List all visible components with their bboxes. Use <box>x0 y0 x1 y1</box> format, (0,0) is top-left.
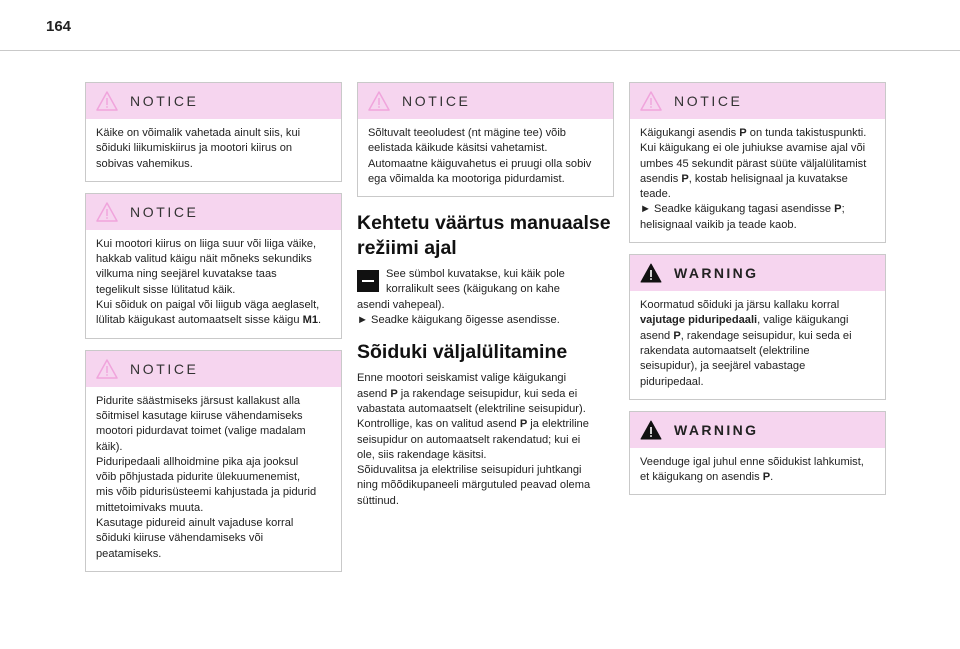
body-line: asendi vahepeal). <box>357 298 445 311</box>
body-line: Veenduge igal juhul enne sõidukist lahkumist, <box>640 455 864 468</box>
body-line: võib põhjustada pidurite ülekuumenemist, <box>96 471 301 484</box>
body-line: vilkuma ning seejärel kuvatakse taas <box>96 268 277 281</box>
warning-header <box>630 412 885 448</box>
body-line: ► Seadke käigukang tagasi asendisse P; <box>640 203 845 216</box>
body-line: umbes 45 sekundit pärast süüte väljalülitamist <box>640 157 867 170</box>
warning-title: WARNING <box>674 265 759 282</box>
body-line: peatamiseks. <box>96 547 162 560</box>
body-line: seisupidur), ja seejärel vabastage <box>640 360 806 373</box>
body-line: sobivas vahemikus. <box>96 157 193 170</box>
notice-title: NOTICE <box>402 93 471 109</box>
body-line: See sümbol kuvatakse, kui käik pole <box>386 268 565 281</box>
warning-triangle-filled-icon <box>640 263 662 283</box>
warning-title: WARNING <box>674 421 759 438</box>
notice-header <box>358 83 613 119</box>
body-line: Kui sõiduk on paigal või liigub väga aeglaselt, <box>96 299 320 312</box>
body-line: lülitab käigukast automaatselt sisse käigu M1. <box>96 314 322 327</box>
warning-triangle-outline-icon <box>640 91 662 111</box>
body-line: ► Seadke käigukang õigesse asendisse. <box>357 314 560 327</box>
body-line: Kontrollige, kas on valitud asend P ja elektriline <box>357 418 589 431</box>
body-line: Sõiduvalitsa ja elektrilise seisupiduri juhtkangi <box>357 464 582 477</box>
notice-title: NOTICE <box>130 360 199 377</box>
body-line: käik). <box>96 440 123 453</box>
heading-line: režiimi ajal <box>357 237 457 260</box>
warning-triangle-filled-icon <box>640 420 662 440</box>
column-3 <box>629 82 886 506</box>
notice-body <box>86 230 341 338</box>
header-divider <box>0 50 960 51</box>
notice-title: NOTICE <box>130 93 199 109</box>
warning-box <box>629 254 886 400</box>
body-line: Automaatne käiguvahetus ei pruugi olla sobiv <box>368 157 592 170</box>
body-line: Kui käigukang ei ole juhiukse avamise ajal või <box>640 142 866 155</box>
notice-box <box>85 193 342 339</box>
warning-body <box>630 291 885 399</box>
body-line: Enne mootori seiskamist valige käigukangi <box>357 372 567 385</box>
body-line: vabastata automaatselt (elektriline seisupidur). <box>357 402 586 415</box>
notice-header <box>86 194 341 230</box>
notice-box <box>357 82 614 197</box>
body-line: Sõltuvalt teeoludest (nt mägine tee) võib <box>368 127 566 139</box>
column-1 <box>85 82 342 583</box>
warning-triangle-outline-icon <box>96 359 118 379</box>
body-line: sõiduki kiiruse vähendamiseks või <box>96 532 264 545</box>
body-line: piduripedaal. <box>640 375 704 388</box>
body-line: süttinud. <box>357 494 399 507</box>
body-line: asendis P, kostab helisignaal ja kuvatakse <box>640 172 848 185</box>
body-line: tegelikult sisse lülitatud käik. <box>96 283 236 296</box>
invalid-value-text <box>357 267 614 328</box>
body-line: eelistada käikude käsitsi vahetamist. <box>368 142 548 155</box>
section-heading: Sõiduki väljalülitamine <box>357 341 568 364</box>
notice-body <box>86 119 341 181</box>
warning-header <box>630 255 885 291</box>
body-line: Koormatud sõiduki ja järsu kallaku korral <box>640 299 840 312</box>
body-line: mis võib pidurisüsteemi kahjustada ja pidurid <box>96 486 317 499</box>
notice-box <box>85 82 342 182</box>
notice-header <box>86 351 341 387</box>
body-line: Käigukangi asendis P on tunda takistuspunkti. <box>640 127 867 139</box>
notice-title: NOTICE <box>130 203 199 220</box>
notice-box <box>629 82 886 243</box>
body-line: vajutage piduripedaali, valige käigukangi <box>640 314 849 327</box>
warning-box <box>629 411 886 496</box>
notice-body <box>358 119 613 196</box>
notice-header <box>86 83 341 119</box>
body-line: ega võimalda ka mootoriga pidurdamist. <box>368 172 565 185</box>
body-line: helisignaal vaikib ja teade kaob. <box>640 218 797 231</box>
page-number: 164 <box>46 18 72 35</box>
warning-body <box>630 448 885 495</box>
warning-triangle-outline-icon <box>96 91 118 111</box>
warning-triangle-outline-icon <box>368 91 390 111</box>
body-line: Käike on võimalik vahetada ainult siis, kui <box>96 127 301 139</box>
notice-box <box>85 350 342 572</box>
heading-line: Kehtetu väärtus manuaalse <box>357 212 611 235</box>
body-line: Kui mootori kiirus on liiga suur või liiga väike, <box>96 237 317 250</box>
column-2 <box>357 82 614 509</box>
switch-off-text <box>357 371 614 509</box>
body-line: teade. <box>640 188 671 201</box>
body-line: rakendata automaatselt (elektriline <box>640 344 810 357</box>
body-line: mittetoimivaks muuta. <box>96 501 204 514</box>
body-line: sõitmisel kasutage kiiruse vähendamiseks <box>96 409 303 422</box>
body-line: ning mõõdikupaneeli märgutuled peavad olema <box>357 479 591 492</box>
warning-triangle-outline-icon <box>96 202 118 222</box>
section-heading <box>357 211 614 261</box>
invalid-gear-symbol-icon <box>357 270 379 292</box>
notice-body <box>630 119 885 242</box>
body-line: korralikult sees (käigukang on kahe <box>386 283 560 296</box>
body-line: Piduripedaali allhoidmine pika aja jooksul <box>96 455 299 468</box>
body-line: mootori pidurdavat toimet (valige madalam <box>96 425 306 438</box>
body-line: et käigukang on asendis P. <box>640 471 774 484</box>
body-line: Pidurite säästmiseks järsust kallakust alla <box>96 394 301 407</box>
body-line: asend P, rakendage seisupidur, kui seda ei <box>640 329 852 342</box>
notice-body <box>86 387 341 571</box>
body-line: ole, siis rakendage käsitsi. <box>357 448 487 461</box>
body-line: sõiduki liikumiskiirus ja mootori kiirus on <box>96 142 293 155</box>
body-line: seisupidur on automaatselt rakendatud; kui ei <box>357 433 581 446</box>
body-line: asend P ja rakendage seisupidur, kui seda ei <box>357 387 578 400</box>
notice-header <box>630 83 885 119</box>
notice-title: NOTICE <box>674 93 743 109</box>
body-line: hakkab valitud käigu näit mõneks sekundiks <box>96 253 312 266</box>
body-line: Kasutage pidureid ainult vajaduse korral <box>96 517 294 530</box>
